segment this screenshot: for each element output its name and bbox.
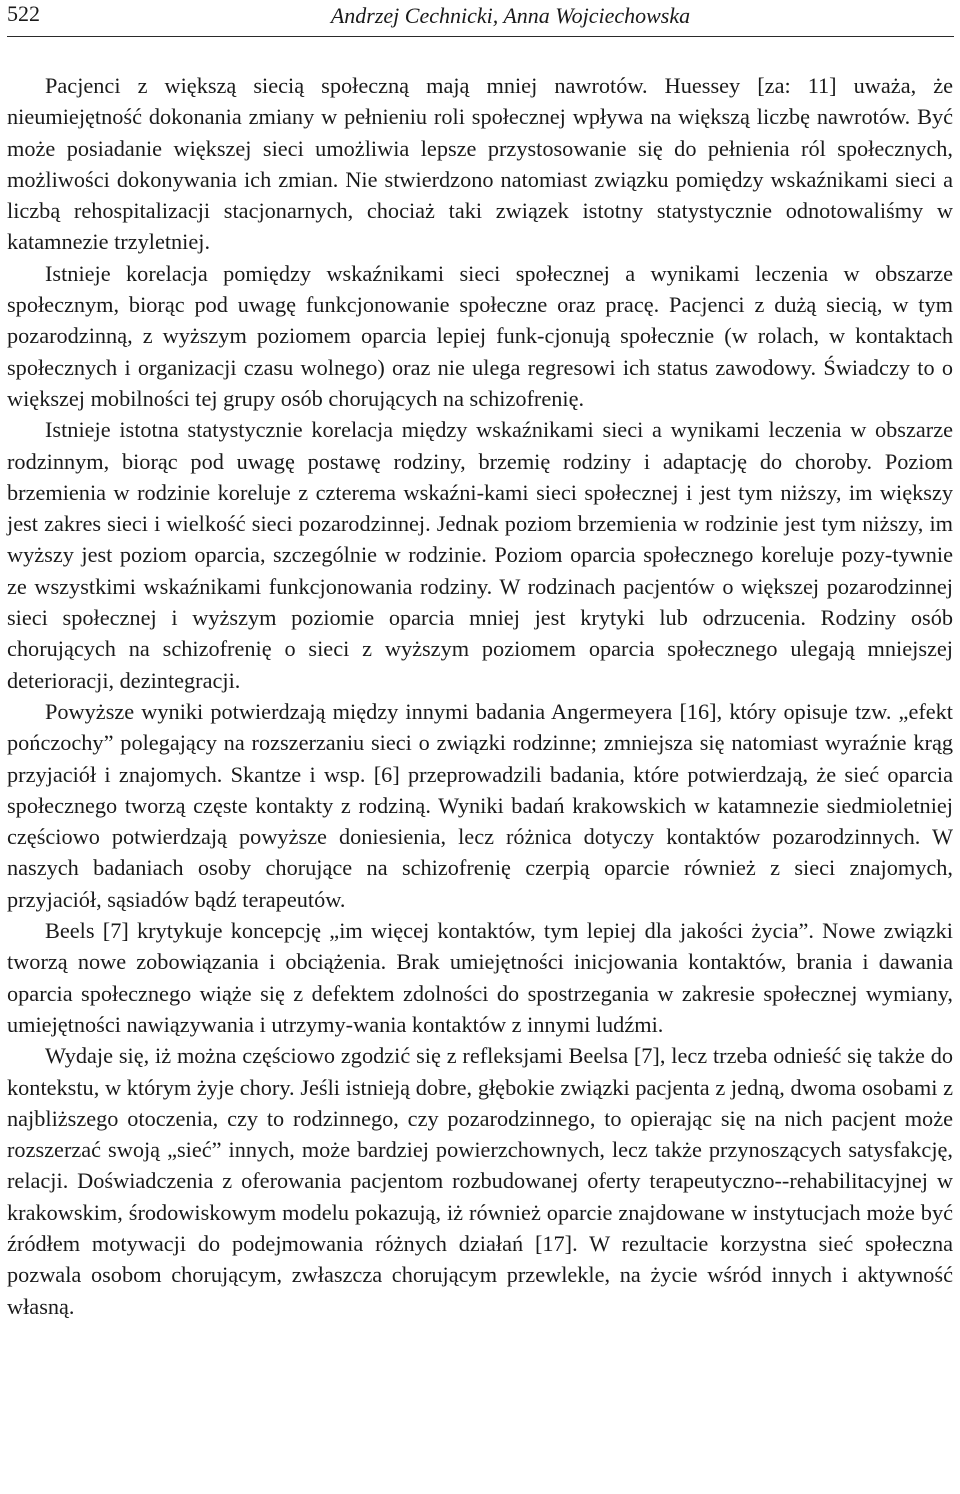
paragraph: Istnieje istotna statystycznie korelacja między wskaźnikami sieci a wynikami leczenia w obszarze rodzinnym, biorąc pod uwagę postawę rodziny, brzemię rodziny i adaptację do choroby. Poziom brzemienia w rodzinie koreluje z czterema wskaźni-kami sieci społecznej i jest tym niższy, im większy jest zakres sieci i wielkość sieci pozarodzinnej. Jednak poziom brzemienia w rodzinie jest tym niższy, im wyższy jest poziom oparcia, szczególnie w rodzinie. Poziom oparcia społecznego koreluje pozy-tywnie ze wszystkimi wskaźnikami funkcjonowania rodziny. W rodzinach pacjentów o większej pozarodzinnej sieci społecznej i wyższym poziomie oparcia mniej jest krytyki lub odrzucenia. Rodziny osób chorujących na schizofrenię o sieci z wyższym poziomem oparcia społecznego ulegają mniejszej deterioracji, dezintegracji. bbox=[7, 417, 953, 693]
running-header bbox=[7, 0, 954, 37]
paragraph: Wydaje się, iż można częściowo zgodzić się z refleksjami Beelsa [7], lecz trzeba odnieść się także do kontekstu, w którym żyje chory. Jeśli istnieją dobre, głębokie związki pacjenta z jedną, dwoma osobami z najbliższego otoczenia, czy to rodzinnego, czy pozarodzinnego, to opierając się na nich pacjent może rozszerzać swoją „sieć” innych, może bardziej powierzchownych, lecz także przynoszących satysfakcję, relacji. Doświadczenia z oferowania pacjentom rozbudowanej oferty terapeutyczno--rehabilitacyjnej w krakowskim, środowiskowym modelu pokazują, iż również oparcie znajdowane w instytucjach może być źródłem motywacji do podejmowania różnych działań [17]. W rezultacie korzystna sieć społeczna pozwala osobom chorującym, zwłaszcza chorującym przewlekle, na życie wśród innych i aktywność własną. bbox=[7, 1043, 953, 1319]
paragraph: Beels [7] krytykuje koncepcję „im więcej kontaktów, tym lepiej dla jakości życia”. Nowe związki tworzą nowe zobowiązania i obciążenia. Brak umiejętności inicjowania kontaktów, brania i dawania oparcia społecznego wiąże się z defektem zdolności do spostrzegania w zakresie społecznej wymiany, umiejętności nawiązywania i utrzymy-wania kontaktów z innymi ludźmi. bbox=[7, 918, 953, 1037]
paragraph: Pacjenci z większą siecią społeczną mają mniej nawrotów. Huessey [za: 11] uważa, że nieumiejętność dokonania zmiany w pełnieniu roli społecznej wpływa na większą liczbę nawrotów. Być może posiadanie większej sieci umożliwia lepsze przystosowanie się do pełnienia ról społecznych, możliwości dokonywania ich zmian. Nie stwierdzono natomiast związku pomiędzy wskaźnikami sieci a liczbą rehospitalizacji stacjonarnych, chociaż taki związek istotny statystycznie odnotowaliśmy w katamnezie trzyletniej. bbox=[7, 73, 953, 255]
paragraph: Istnieje korelacja pomiędzy wskaźnikami sieci społecznej a wynikami leczenia w obszarze społecznym, biorąc pod uwagę funkcjonowanie społeczne oraz pracę. Pacjenci z dużą siecią, w tym pozarodzinną, z wyższym poziomem oparcia lepiej funk-cjonują społecznie (w rolach, w kontaktach społecznych i organizacji czasu wolnego) oraz nie ulega regresowi ich status zawodowy. Świadczy to o większej mobilności tej grupy osób chorujących na schizofrenię. bbox=[7, 260, 953, 411]
page-number: 522 bbox=[7, 1, 40, 26]
body-text bbox=[7, 70, 953, 1322]
header-authors: Andrzej Cechnicki, Anna Wojciechowska bbox=[330, 3, 691, 28]
paragraph: Powyższe wyniki potwierdzają między innymi badania Angermeyera [16], który opisuje tzw. „efekt pończochy” polegający na rozszerzaniu sieci o związki rodzinne; zmniejsza się natomiast wyraźnie krąg przyjaciół i znajomych. Skantze i wsp. [6] przeprowadzili badania, które potwierdzają, że sieć oparcia społecznego tworzą częste kontakty z rodziną. Wyniki badań krakowskich w katamnezie siedmioletniej częściowo potwierdzają powyższe doniesienia, lecz różnica dotyczy kontaktów pozarodzinnych. W naszych badaniach osoby chorujące na schizofrenię czerpią oparcie również z sieci znajomych, przyjaciół, sąsiadów bądź terapeutów. bbox=[7, 698, 953, 912]
